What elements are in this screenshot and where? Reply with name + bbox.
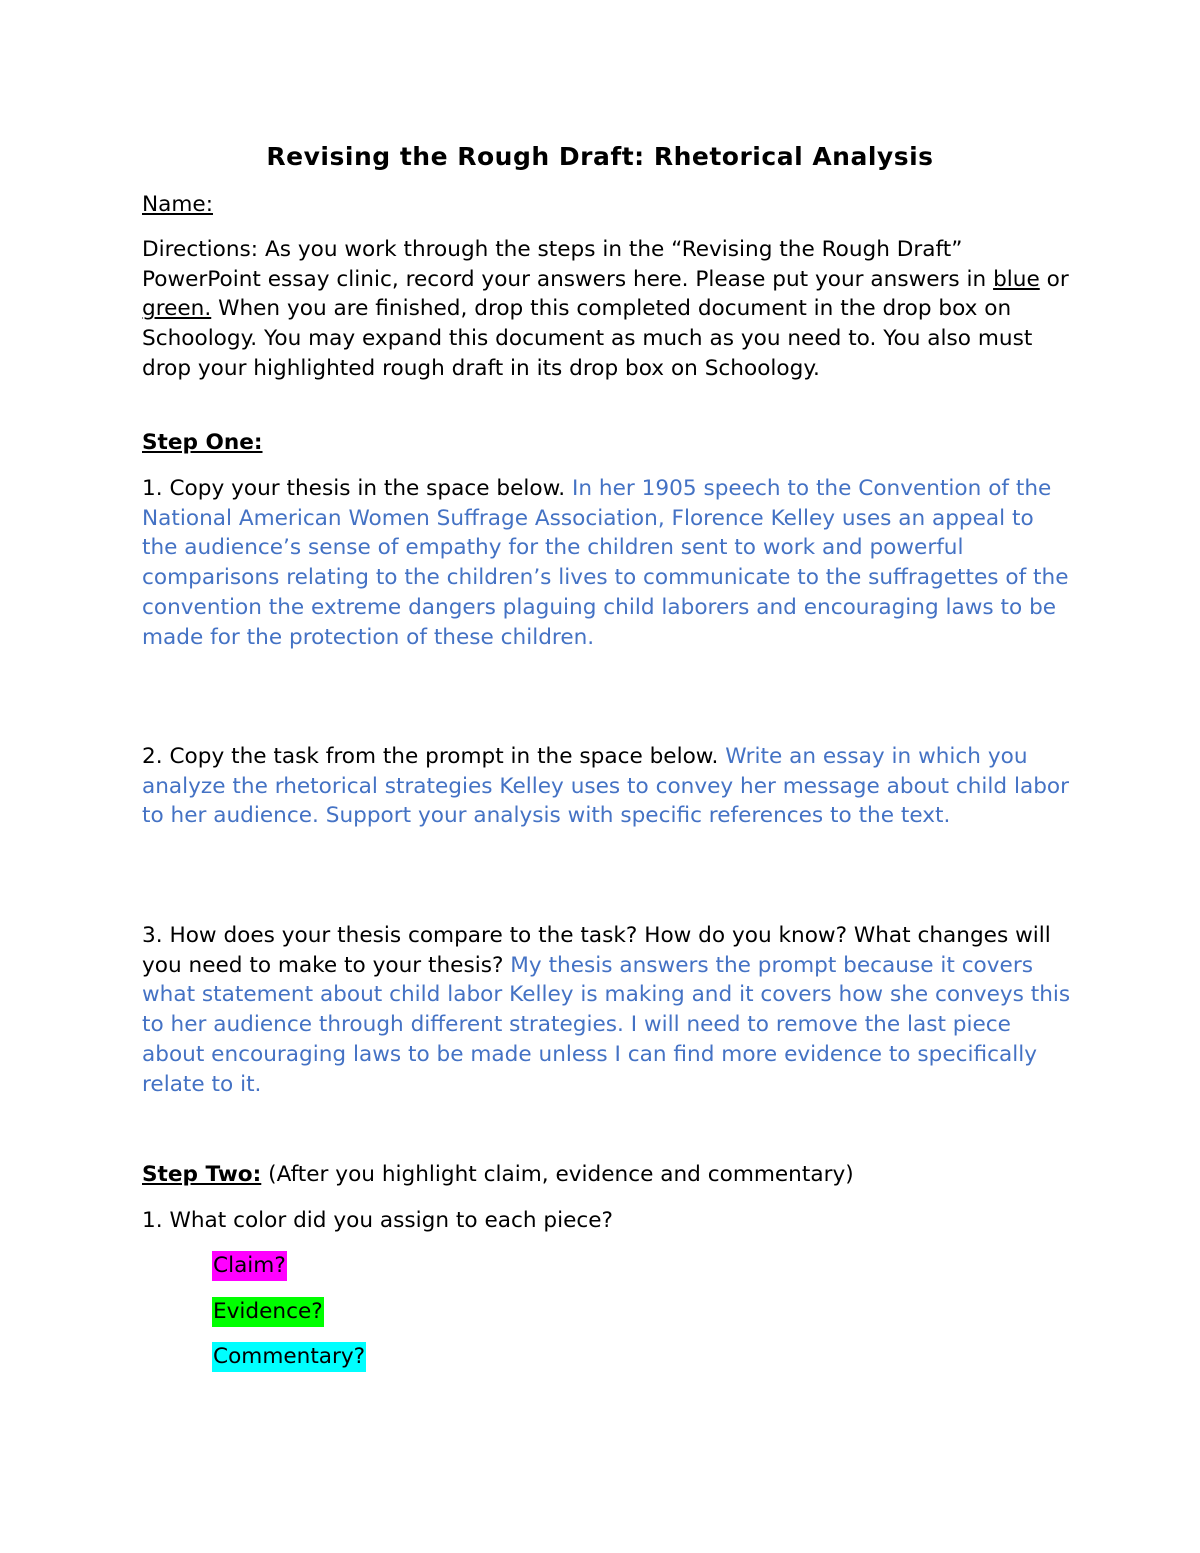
step-two-subtitle: (After you highlight claim, evidence and commentary)	[261, 1162, 854, 1187]
claim-item	[212, 1251, 287, 1281]
directions-paragraph	[142, 235, 1072, 384]
step-one-question-2	[142, 742, 1072, 831]
commentary-highlight: Commentary?	[212, 1342, 366, 1372]
q1-prompt: 1. Copy your thesis in the space below.	[142, 476, 572, 501]
step-two-heading	[142, 1160, 1072, 1190]
directions-green: green.	[142, 296, 212, 322]
directions-or: or	[1039, 266, 1069, 292]
directions-text-1: Directions: As you work through the steps in the “Revising the Rough Draft” PowerPoint essay clinic, record your answers here. Please put your answers in	[142, 237, 994, 292]
directions-blue: blue	[993, 266, 1040, 292]
name-field-label	[142, 190, 1072, 220]
document-title: Revising the Rough Draft: Rhetorical Analysis	[266, 142, 934, 171]
step-two-title: Step Two:	[142, 1162, 262, 1187]
commentary-item	[212, 1342, 366, 1372]
q1-answer: In her 1905 speech to the Convention of the National American Women Suffrage Association, Florence Kelley uses an appeal to the audience’s sense of empathy for the children sent to work and powerful comparisons relating to the children’s lives to communicate to the suffragettes of the convention the extreme dangers plaguing child laborers and encouraging laws to be made for the protection of these children.	[142, 476, 1069, 650]
step-one-heading	[142, 428, 1072, 458]
evidence-highlight: Evidence?	[212, 1297, 324, 1327]
q3-answer: My thesis answers the prompt because it covers what statement about child labor Kelley is making and it covers how she conveys this to her audience through different strategies. I will need to remove the last piece about encouraging laws to be made unless I can find more evidence to specifically relate to it.	[142, 952, 1071, 1097]
directions-text-2: When you are finished, drop this completed document in the drop box on Schoology. You may expand this document as much as you need to. You also must drop your highlighted rough draft in its drop box on Schoology.	[142, 296, 1033, 381]
step-two-question-1: 1. What color did you assign to each piece?	[142, 1208, 614, 1233]
q3-prompt: 3. How does your thesis compare to the task? How do you know? What changes will you need to make to your thesis?	[142, 923, 1051, 978]
evidence-item	[212, 1297, 324, 1327]
step-one-title: Step One:	[142, 430, 263, 455]
q2-answer: Write an essay in which you analyze the rhetorical strategies Kelley uses to convey her message about child labor to her audience. Support your analysis with specific references to the text.	[142, 744, 1069, 829]
step-one-question-1	[142, 474, 1072, 652]
name-label: Name:	[142, 192, 213, 217]
claim-highlight: Claim?	[212, 1251, 287, 1281]
step-one-question-3	[142, 921, 1072, 1099]
q2-prompt: 2. Copy the task from the prompt in the space below.	[142, 744, 726, 769]
